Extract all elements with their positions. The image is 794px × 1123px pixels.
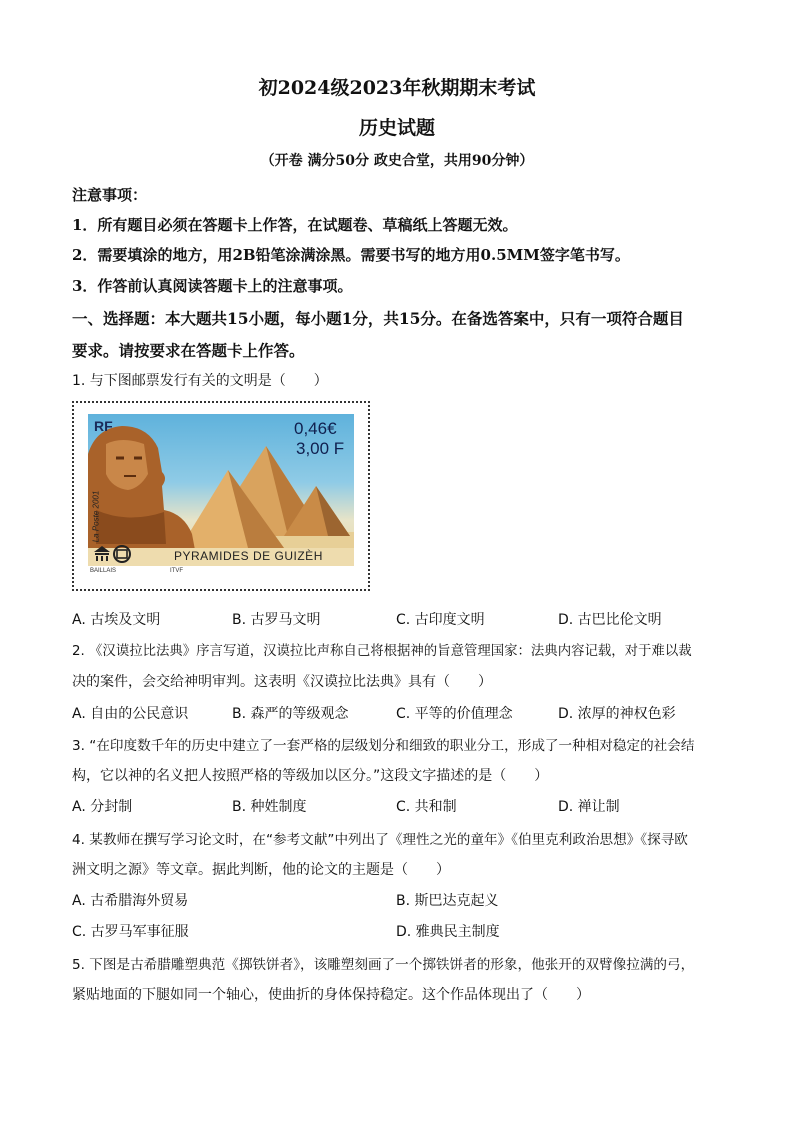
exam-title: 初2024级2023年秋期期末考试: [258, 77, 536, 99]
stamp-maker-left: BAILLAIS: [90, 568, 117, 574]
option-c: C. 平等的价值理念: [396, 706, 513, 722]
section-heading: 一、选择题：本大题共15小题，每小题1分，共15分。在备选答案中，只有一项符合题目: [72, 309, 684, 328]
option-b: B. 古罗马文明: [232, 612, 321, 628]
notes-heading: 注意事项：: [72, 186, 148, 204]
option-a: A. 自由的公民意识: [72, 706, 189, 722]
note-item: 3．作答前认真阅读答题卡上的注意事项。: [72, 277, 353, 295]
option-b: B. 斯巴达克起义: [396, 893, 499, 909]
question-4-cont: 洲文明之源》等文章。据此判断，他的论文的主题是（ ）: [72, 862, 450, 878]
stamp-euro-price: 0,46€: [294, 419, 337, 438]
question-2: 2. 《汉谟拉比法典》序言写道，汉谟拉比声称自己将根据神的旨意管理国家：法典内容记载，对于难以裁: [72, 644, 692, 659]
stamp-franc-price: 3,00 F: [296, 439, 345, 458]
stamp-side-text: La Poste 2001: [91, 490, 101, 543]
option-a: A. 分封制: [72, 799, 133, 815]
question-3-cont: 构，它以神的名义把人按照严格的等级加以区分。”这段文字描述的是（ ）: [72, 768, 549, 784]
unesco-emblem-icon: [92, 544, 132, 564]
option-c: C. 共和制: [396, 799, 457, 815]
option-a: A. 古希腊海外贸易: [72, 893, 189, 909]
option-c: C. 古印度文明: [396, 612, 485, 628]
subject-title: 历史试题: [358, 117, 435, 139]
note-item: 2．需要填涂的地方，用2B铅笔涂满涂黑。需要书写的地方用0.5MM签字笔书写。: [72, 246, 630, 264]
option-c: C. 古罗马军事征服: [72, 924, 189, 940]
stamp-rf-label: RF: [94, 418, 113, 434]
question-5: 5. 下图是古希腊雕塑典范《掷铁饼者》，该雕塑刻画了一个掷铁饼者的形象，他张开的双臂像拉满的弓，: [72, 957, 695, 973]
question-4: 4. 某教师在撰写学习论文时，在“参考文献”中列出了《理性之光的童年》《伯里克利政治思想》《探寻欧: [72, 832, 688, 848]
option-d: D. 古巴比伦文明: [558, 612, 662, 628]
section-heading-cont: 要求。请按要求在答题卡上作答。: [72, 341, 305, 360]
option-b: B. 森严的等级观念: [232, 706, 349, 722]
stamp-imprint-strip: [88, 566, 354, 580]
note-item: 1．所有题目必须在答题卡上作答，在试题卷、草稿纸上答题无效。: [72, 216, 518, 234]
option-d: D. 雅典民主制度: [396, 924, 500, 940]
question-3: 3. “在印度数千年的历史中建立了一套严格的层级划分和细致的职业分工，形成了一种相对稳定的社会结: [72, 738, 695, 754]
stamp-caption: PYRAMIDES DE GUIZÈH: [174, 549, 323, 563]
exam-info: （开卷 满分50分 政史合堂，共用90分钟）: [260, 153, 534, 169]
question-5-cont: 紧贴地面的下腿如同一个轴心，使曲折的身体保持稳定。这个作品体现出了（ ）: [72, 987, 590, 1003]
question-2-cont: 决的案件，会交给神明审判。这表明《汉谟拉比法典》具有（ ）: [72, 674, 492, 690]
stamp-maker-right: ITVF: [170, 568, 183, 574]
question-1: 1. 与下图邮票发行有关的文明是（ ）: [72, 373, 328, 389]
option-d: D. 浓厚的神权色彩: [558, 706, 676, 722]
option-d: D. 禅让制: [558, 799, 620, 815]
option-b: B. 种姓制度: [232, 799, 307, 815]
option-a: A. 古埃及文明: [72, 612, 161, 628]
pyramid-stamp-image: [72, 401, 370, 591]
